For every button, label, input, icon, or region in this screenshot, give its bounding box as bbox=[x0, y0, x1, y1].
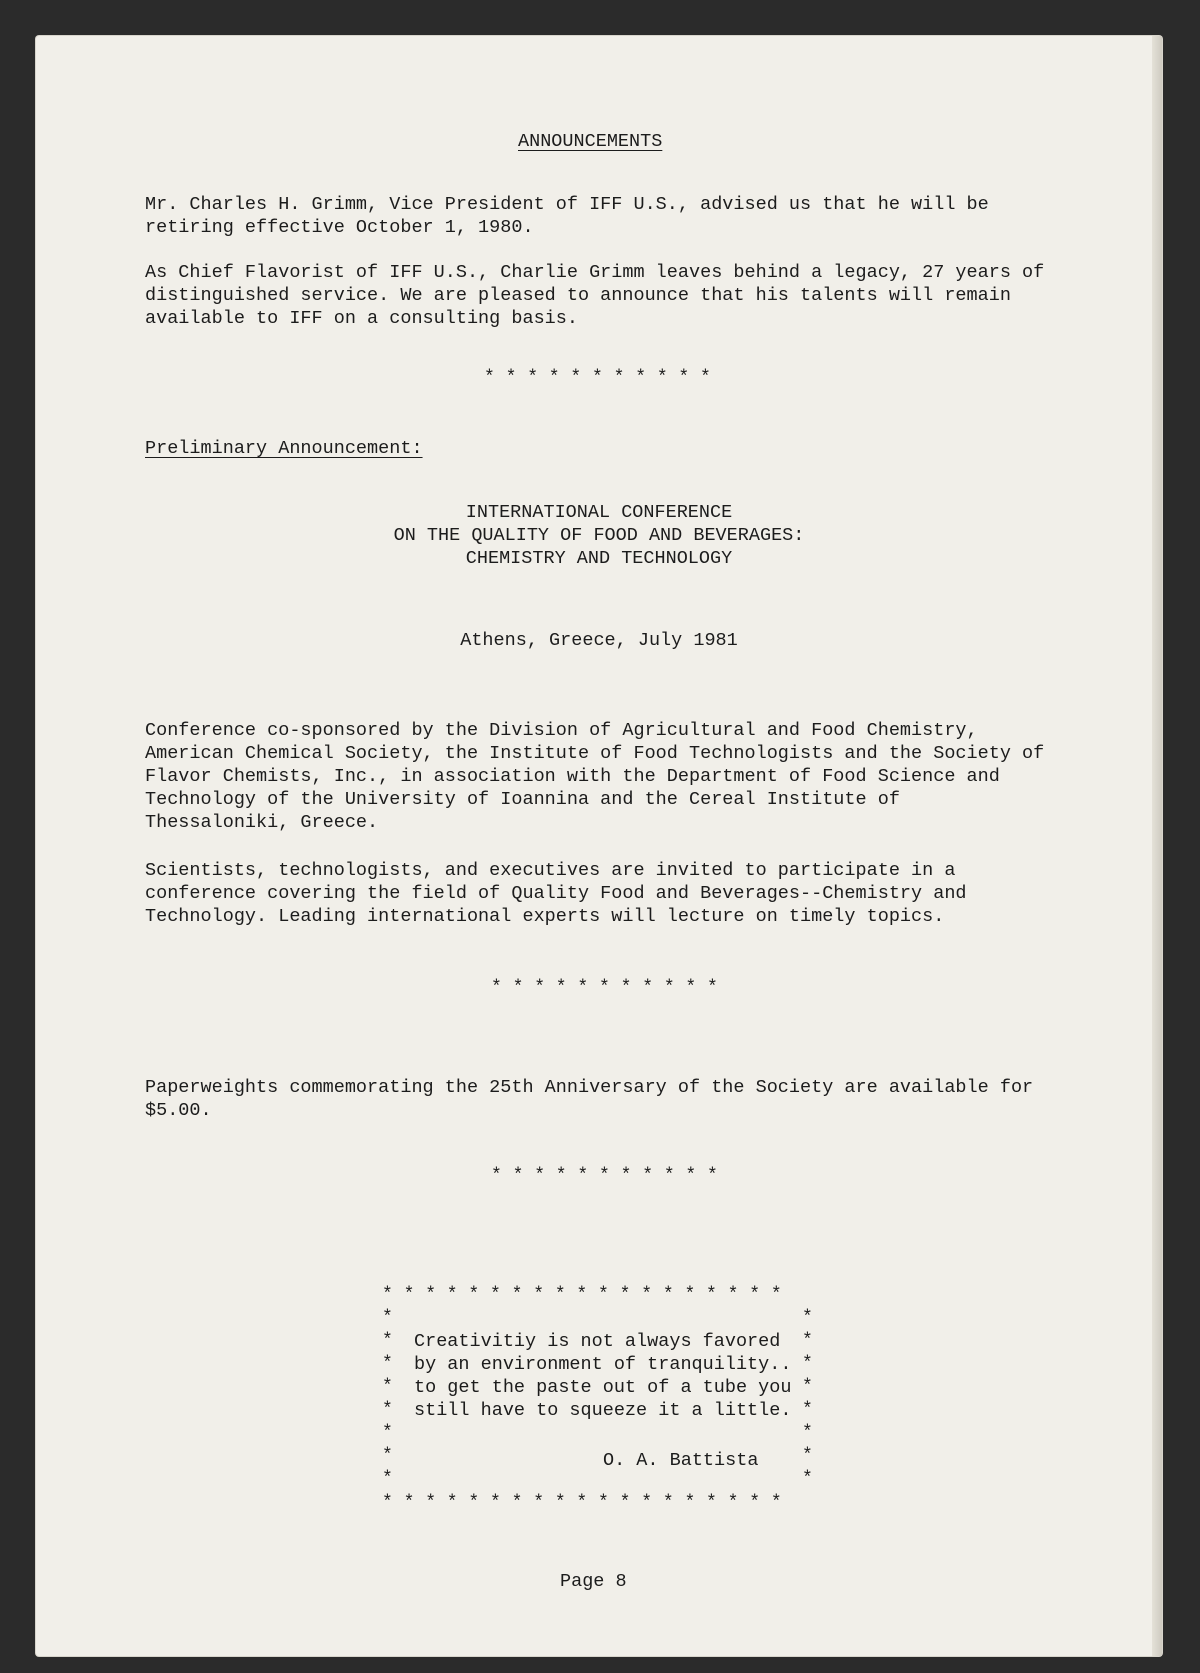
sponsors-line-5: Thessaloniki, Greece. bbox=[145, 812, 379, 833]
conference-title-3: CHEMISTRY AND TECHNOLOGY bbox=[465, 548, 733, 569]
retirement-line-1: Mr. Charles H. Grimm, Vice President of IFF U.S., advised us that he will be bbox=[145, 194, 989, 215]
quote-box-left-star: * bbox=[382, 1469, 393, 1489]
page-number: Page 8 bbox=[560, 1571, 627, 1592]
quote-line-3: to get the paste out of a tube you bbox=[414, 1377, 792, 1398]
conference-title-2: ON THE QUALITY OF FOOD AND BEVERAGES: bbox=[393, 525, 805, 546]
sponsors-line-3: Flavor Chemists, Inc., in association with the Department of Food Science and bbox=[145, 766, 1000, 787]
quote-box-bottom-border: * * * * * * * * * * * * * * * * * * * bbox=[382, 1493, 782, 1513]
sponsors-line-1: Conference co-sponsored by the Division of Agricultural and Food Chemistry, bbox=[145, 720, 978, 741]
invite-line-3: Technology. Leading international experts will lecture on timely topics. bbox=[145, 906, 945, 927]
invite-line-1: Scientists, technologists, and executives are invited to participate in a bbox=[145, 860, 956, 881]
conference-title-1: INTERNATIONAL CONFERENCE bbox=[465, 502, 733, 523]
separator-1: * * * * * * * * * * * bbox=[484, 368, 711, 388]
quote-line-4: still have to squeeze it a little. bbox=[414, 1400, 792, 1421]
paperweights-line-1: Paperweights commemorating the 25th Anniversary of the Society are available for bbox=[145, 1077, 1034, 1098]
quote-line-1: Creativitiy is not always favored bbox=[414, 1331, 781, 1352]
retirement-line-2: retiring effective October 1, 1980. bbox=[145, 217, 534, 238]
legacy-line-3: available to IFF on a consulting basis. bbox=[145, 308, 578, 329]
invite-line-2: conference covering the field of Quality Food and Beverages--Chemistry and bbox=[145, 883, 967, 904]
quote-box-right-star: * bbox=[802, 1354, 813, 1374]
sponsors-line-4: Technology of the University of Ioannina and the Cereal Institute of bbox=[145, 789, 900, 810]
quote-box-left-star: * bbox=[382, 1354, 393, 1374]
conference-place-date: Athens, Greece, July 1981 bbox=[460, 630, 738, 651]
quote-box-right-star: * bbox=[802, 1331, 813, 1351]
quote-box-left-star: * bbox=[382, 1400, 393, 1420]
page-edge bbox=[1152, 36, 1162, 1656]
quote-box-right-star: * bbox=[802, 1400, 813, 1420]
quote-box-left-star: * bbox=[382, 1423, 393, 1443]
quote-box-right-star: * bbox=[802, 1377, 813, 1397]
quote-box-right-star: * bbox=[802, 1308, 813, 1328]
page-heading: ANNOUNCEMENTS bbox=[518, 131, 663, 152]
legacy-line-2: distinguished service. We are pleased to announce that his talents will remain bbox=[145, 285, 1011, 306]
preliminary-label: Preliminary Announcement: bbox=[145, 438, 423, 459]
quote-box-left-star: * bbox=[382, 1331, 393, 1351]
legacy-line-1: As Chief Flavorist of IFF U.S., Charlie Grimm leaves behind a legacy, 27 years of bbox=[145, 262, 1045, 283]
quote-box-left-star: * bbox=[382, 1308, 393, 1328]
quote-box-left-star: * bbox=[382, 1446, 393, 1466]
quote-author: O. A. Battista bbox=[603, 1450, 759, 1471]
quote-box-right-star: * bbox=[802, 1423, 813, 1443]
quote-box-right-star: * bbox=[802, 1469, 813, 1489]
quote-box-top-border: * * * * * * * * * * * * * * * * * * * bbox=[382, 1285, 782, 1305]
quote-line-2: by an environment of tranquility.. bbox=[414, 1354, 792, 1375]
sponsors-line-2: American Chemical Society, the Institute of Food Technologists and the Society of bbox=[145, 743, 1045, 764]
document-page bbox=[36, 36, 1162, 1656]
quote-box-right-star: * bbox=[802, 1446, 813, 1466]
quote-box-left-star: * bbox=[382, 1377, 393, 1397]
separator-3: * * * * * * * * * * * bbox=[491, 1166, 718, 1186]
separator-2: * * * * * * * * * * * bbox=[491, 978, 718, 998]
paperweights-line-2: $5.00. bbox=[145, 1100, 212, 1121]
